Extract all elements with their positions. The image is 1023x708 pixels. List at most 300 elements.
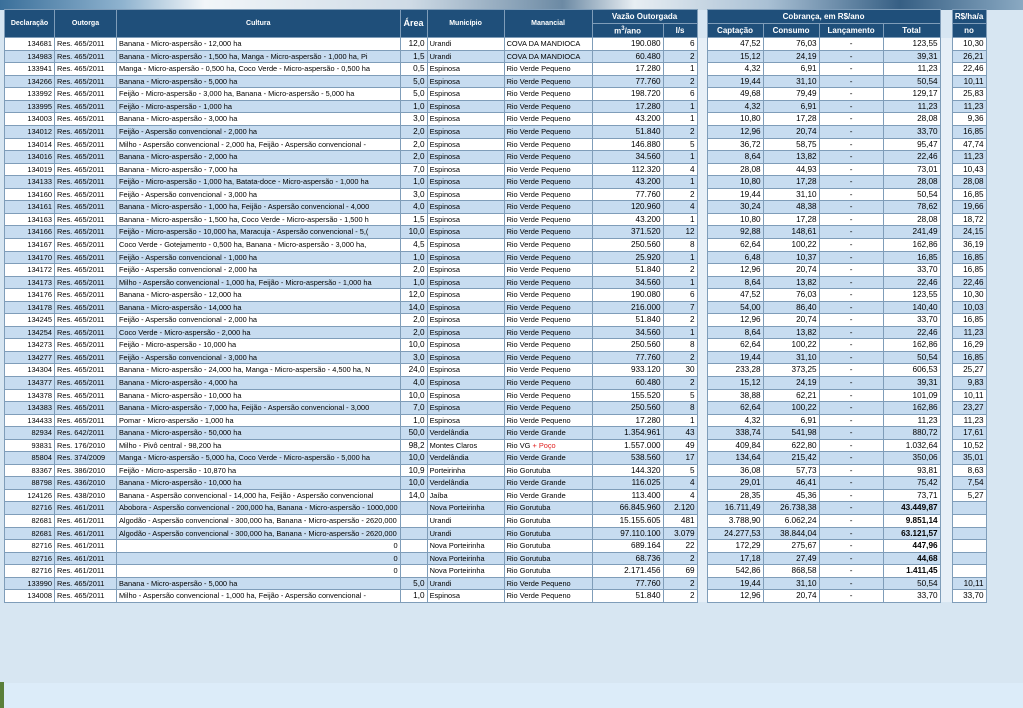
cell-cultura: Banana - Aspersão convencional - 14,000 ha, Feijão - Aspersão convencional xyxy=(117,489,401,502)
cell-lancamento: - xyxy=(819,552,883,565)
cell-consumo: 48,38 xyxy=(763,201,819,214)
cell-rsha: 8,63 xyxy=(952,464,986,477)
column-gap xyxy=(940,88,952,101)
column-gap xyxy=(940,63,952,76)
column-gap xyxy=(697,251,707,264)
cell-vazao-m3ano: 120.960 xyxy=(592,201,663,214)
cell-cultura: Banana - Micro-aspersão - 12,000 ha xyxy=(117,38,401,51)
cell-manancial xyxy=(504,439,592,452)
cell-consumo: 6,91 xyxy=(763,100,819,113)
cell-manancial: Rio Verde Pequeno xyxy=(504,113,592,126)
cell-area: 7,0 xyxy=(400,163,427,176)
table-row xyxy=(5,213,987,226)
cell-outorga: Res. 465/2011 xyxy=(55,389,117,402)
column-gap xyxy=(940,289,952,302)
cell-vazao-ls: 1 xyxy=(663,113,697,126)
cell-total: 73,01 xyxy=(883,163,940,176)
cell-captacao: 49,68 xyxy=(707,88,763,101)
cell-manancial: COVA DA MANDIOCA xyxy=(504,50,592,63)
cell-total: 606,53 xyxy=(883,364,940,377)
cell-area xyxy=(400,540,427,553)
cell-outorga: Res. 374/2009 xyxy=(55,452,117,465)
cell-rsha: 10,11 xyxy=(952,577,986,590)
cell-lancamento: - xyxy=(819,251,883,264)
column-gap xyxy=(940,464,952,477)
cell-vazao-m3ano: 60.480 xyxy=(592,376,663,389)
cell-total: 22,46 xyxy=(883,276,940,289)
cell-municipio: Espinosa xyxy=(427,201,504,214)
cell-total: 33,70 xyxy=(883,590,940,603)
cell-manancial: Rio Verde Pequeno xyxy=(504,289,592,302)
cell-vazao-ls: 8 xyxy=(663,238,697,251)
left-edge-strip xyxy=(0,682,4,708)
cell-lancamento: - xyxy=(819,351,883,364)
cell-vazao-ls: 8 xyxy=(663,402,697,415)
cell-declaracao: 134014 xyxy=(5,138,55,151)
cell-total: 39,31 xyxy=(883,376,940,389)
cell-captacao: 29,01 xyxy=(707,477,763,490)
cell-outorga: Res. 465/2011 xyxy=(55,414,117,427)
cell-declaracao: 134160 xyxy=(5,188,55,201)
cell-lancamento: - xyxy=(819,527,883,540)
cell-cultura: Banana - Micro-aspersão - 50,000 ha xyxy=(117,427,401,440)
cell-manancial: Rio Verde Pequeno xyxy=(504,351,592,364)
cell-outorga: Res. 465/2011 xyxy=(55,151,117,164)
cell-vazao-ls: 49 xyxy=(663,439,697,452)
cell-manancial: Rio Verde Grande xyxy=(504,427,592,440)
cell-vazao-m3ano: 113.400 xyxy=(592,489,663,502)
group-header-cobranca: Cobrança, em R$/ano xyxy=(707,10,940,24)
cell-cultura: Manga - Micro-aspersão - 0,500 ha, Coco Verde - Micro-aspersão - 0,500 ha xyxy=(117,63,401,76)
cell-consumo: 44,93 xyxy=(763,163,819,176)
cell-vazao-m3ano: 538.560 xyxy=(592,452,663,465)
column-gap xyxy=(940,138,952,151)
cell-outorga: Res. 465/2011 xyxy=(55,314,117,327)
column-gap xyxy=(697,452,707,465)
cell-outorga: Res. 465/2011 xyxy=(55,38,117,51)
cell-outorga: Res. 438/2010 xyxy=(55,489,117,502)
column-gap xyxy=(940,100,952,113)
cell-area: 1,0 xyxy=(400,414,427,427)
table-row xyxy=(5,226,987,239)
cell-consumo: 13,82 xyxy=(763,326,819,339)
cell-vazao-m3ano: 2.171.456 xyxy=(592,565,663,578)
cell-captacao: 8,64 xyxy=(707,326,763,339)
cell-municipio: Espinosa xyxy=(427,238,504,251)
cell-total: 28,08 xyxy=(883,176,940,189)
cell-consumo: 58,75 xyxy=(763,138,819,151)
cell-declaracao: 134378 xyxy=(5,389,55,402)
cell-manancial: Rio Verde Pequeno xyxy=(504,151,592,164)
cell-captacao: 6,48 xyxy=(707,251,763,264)
cell-vazao-ls: 5 xyxy=(663,138,697,151)
column-gap xyxy=(697,276,707,289)
cell-declaracao: 82716 xyxy=(5,552,55,565)
cell-area xyxy=(400,527,427,540)
cell-consumo: 541,98 xyxy=(763,427,819,440)
cell-area: 1,0 xyxy=(400,251,427,264)
table-row xyxy=(5,126,987,139)
cell-rsha: 16,85 xyxy=(952,188,986,201)
column-gap xyxy=(697,339,707,352)
column-gap xyxy=(697,201,707,214)
column-gap xyxy=(697,63,707,76)
cell-captacao: 19,44 xyxy=(707,75,763,88)
cell-rsha: 10,03 xyxy=(952,301,986,314)
cell-vazao-ls: 43 xyxy=(663,427,697,440)
cell-manancial: Rio Verde Pequeno xyxy=(504,201,592,214)
cell-lancamento: - xyxy=(819,414,883,427)
column-gap xyxy=(940,389,952,402)
cell-lancamento: - xyxy=(819,389,883,402)
cell-municipio: Espinosa xyxy=(427,226,504,239)
cell-cultura: Coco Verde - Micro-aspersão - 2,000 ha xyxy=(117,326,401,339)
cell-vazao-ls: 6 xyxy=(663,38,697,51)
cell-municipio: Verdelândia xyxy=(427,452,504,465)
cell-captacao: 54,00 xyxy=(707,301,763,314)
cell-total: 11,23 xyxy=(883,414,940,427)
cell-manancial: Rio Verde Pequeno xyxy=(504,100,592,113)
cell-declaracao: 85804 xyxy=(5,452,55,465)
table-row xyxy=(5,238,987,251)
cell-municipio: Urandi xyxy=(427,577,504,590)
cell-area: 12,0 xyxy=(400,289,427,302)
cell-area: 2,0 xyxy=(400,264,427,277)
table-row xyxy=(5,289,987,302)
column-gap xyxy=(697,176,707,189)
cell-municipio: Espinosa xyxy=(427,113,504,126)
cell-area: 10,9 xyxy=(400,464,427,477)
column-gap xyxy=(697,502,707,515)
cell-rsha: 24,15 xyxy=(952,226,986,239)
cell-rsha: 19,66 xyxy=(952,201,986,214)
column-gap xyxy=(697,351,707,364)
cell-vazao-ls: 1 xyxy=(663,100,697,113)
cell-vazao-ls: 4 xyxy=(663,163,697,176)
cell-lancamento: - xyxy=(819,314,883,327)
cell-rsha: 16,29 xyxy=(952,339,986,352)
column-gap xyxy=(697,590,707,603)
table-row xyxy=(5,188,987,201)
table-row xyxy=(5,477,987,490)
cell-captacao: 28,35 xyxy=(707,489,763,502)
cell-rsha: 16,85 xyxy=(952,251,986,264)
cell-captacao: 17,18 xyxy=(707,552,763,565)
cell-vazao-ls: 1 xyxy=(663,63,697,76)
column-gap xyxy=(940,502,952,515)
cell-lancamento: - xyxy=(819,439,883,452)
cell-cultura: Feijão - Micro-aspersão - 1,000 ha xyxy=(117,100,401,113)
col-header-rsha-bottom: no xyxy=(952,24,986,38)
table-row xyxy=(5,100,987,113)
cell-consumo: 76,03 xyxy=(763,289,819,302)
cell-municipio: Espinosa xyxy=(427,100,504,113)
cell-declaracao: 133941 xyxy=(5,63,55,76)
cell-cultura: Feijão - Aspersão convencional - 2,000 ha xyxy=(117,126,401,139)
cell-vazao-m3ano: 933.120 xyxy=(592,364,663,377)
cell-municipio: Nova Porteirinha xyxy=(427,502,504,515)
irrigation-charges-table xyxy=(4,9,987,603)
column-gap xyxy=(697,289,707,302)
cell-outorga: Res. 461/2011 xyxy=(55,540,117,553)
cell-lancamento: - xyxy=(819,38,883,51)
column-gap xyxy=(940,163,952,176)
table-row xyxy=(5,527,987,540)
cell-municipio: Urandi xyxy=(427,527,504,540)
column-gap xyxy=(940,540,952,553)
cell-consumo: 20,74 xyxy=(763,590,819,603)
cell-manancial: Rio Verde Pequeno xyxy=(504,176,592,189)
cell-area: 4,0 xyxy=(400,201,427,214)
cell-rsha: 17,61 xyxy=(952,427,986,440)
cell-vazao-m3ano: 17.280 xyxy=(592,414,663,427)
cell-cultura: Algodão - Aspersão convencional - 300,000 ha, Banana - Micro-aspersão - 2620,000 xyxy=(117,527,401,540)
column-gap xyxy=(940,264,952,277)
cell-vazao-ls: 2.120 xyxy=(663,502,697,515)
col-header-ls: l/s xyxy=(663,24,697,38)
cell-manancial: Rio Verde Pequeno xyxy=(504,376,592,389)
cell-lancamento: - xyxy=(819,477,883,490)
cell-declaracao: 134012 xyxy=(5,126,55,139)
cell-area xyxy=(400,514,427,527)
cell-declaracao: 134133 xyxy=(5,176,55,189)
table-row xyxy=(5,364,987,377)
cell-declaracao: 93831 xyxy=(5,439,55,452)
table-row xyxy=(5,464,987,477)
column-gap xyxy=(697,126,707,139)
cell-declaracao: 134983 xyxy=(5,50,55,63)
cell-cultura: Milho - Aspersão convencional - 2,000 ha, Feijão - Aspersão convencional - xyxy=(117,138,401,151)
cell-municipio: Espinosa xyxy=(427,351,504,364)
cell-rsha: 5,27 xyxy=(952,489,986,502)
cell-manancial: Rio Verde Grande xyxy=(504,489,592,502)
cell-area: 1,0 xyxy=(400,176,427,189)
cell-vazao-m3ano: 25.920 xyxy=(592,251,663,264)
table-row xyxy=(5,376,987,389)
cell-outorga: Res. 436/2010 xyxy=(55,477,117,490)
cell-vazao-m3ano: 17.280 xyxy=(592,100,663,113)
cell-declaracao: 134383 xyxy=(5,402,55,415)
cell-declaracao: 134161 xyxy=(5,201,55,214)
cell-rsha: 26,21 xyxy=(952,50,986,63)
cell-total: 28,08 xyxy=(883,113,940,126)
table-row xyxy=(5,351,987,364)
cell-vazao-m3ano: 51.840 xyxy=(592,590,663,603)
cell-total: 1.032,64 xyxy=(883,439,940,452)
column-gap xyxy=(697,427,707,440)
cell-vazao-ls: 2 xyxy=(663,590,697,603)
cell-consumo: 20,74 xyxy=(763,264,819,277)
cell-declaracao: 134273 xyxy=(5,339,55,352)
cell-outorga: Res. 465/2011 xyxy=(55,326,117,339)
cell-manancial: Rio Verde Pequeno xyxy=(504,590,592,603)
table-row xyxy=(5,38,987,51)
cell-rsha: 11,23 xyxy=(952,414,986,427)
cell-total: 39,31 xyxy=(883,50,940,63)
cell-rsha: 11,23 xyxy=(952,151,986,164)
cell-vazao-ls: 4 xyxy=(663,489,697,502)
cell-vazao-m3ano: 77.760 xyxy=(592,75,663,88)
cell-vazao-ls: 30 xyxy=(663,364,697,377)
column-gap xyxy=(940,489,952,502)
cell-manancial: Rio Gorutuba xyxy=(504,464,592,477)
cell-declaracao: 133992 xyxy=(5,88,55,101)
table-row xyxy=(5,113,987,126)
column-gap xyxy=(697,389,707,402)
table-row xyxy=(5,414,987,427)
cell-consumo: 20,74 xyxy=(763,314,819,327)
cell-rsha xyxy=(952,527,986,540)
cell-total: 162,86 xyxy=(883,402,940,415)
cell-declaracao: 134016 xyxy=(5,151,55,164)
cell-area: 10,0 xyxy=(400,452,427,465)
cell-consumo: 622,80 xyxy=(763,439,819,452)
cell-area: 14,0 xyxy=(400,301,427,314)
cell-rsha: 10,11 xyxy=(952,75,986,88)
cell-lancamento: - xyxy=(819,126,883,139)
cell-lancamento: - xyxy=(819,577,883,590)
cell-manancial: Rio Verde Pequeno xyxy=(504,339,592,352)
col-header-captacao: Captação xyxy=(707,24,763,38)
cell-captacao: 10,80 xyxy=(707,113,763,126)
column-gap xyxy=(697,577,707,590)
cell-captacao: 172,29 xyxy=(707,540,763,553)
cell-area: 50,0 xyxy=(400,427,427,440)
column-gap xyxy=(697,439,707,452)
cell-outorga: Res. 465/2011 xyxy=(55,113,117,126)
cell-cultura: Abobora - Aspersão convencional - 200,000 ha, Banana - Micro-aspersão - 1000,000 xyxy=(117,502,401,515)
cell-consumo: 31,10 xyxy=(763,188,819,201)
cell-cultura: Banana - Micro-aspersão - 4,000 ha xyxy=(117,376,401,389)
cell-manancial: Rio Verde Pequeno xyxy=(504,188,592,201)
cell-rsha: 25,83 xyxy=(952,88,986,101)
cell-cultura: Banana - Micro-aspersão - 24,000 ha, Manga - Micro-aspersão - 4,500 ha, N xyxy=(117,364,401,377)
cell-consumo: 76,03 xyxy=(763,38,819,51)
col-header-area: Área xyxy=(400,10,427,38)
cell-captacao: 19,44 xyxy=(707,188,763,201)
cell-consumo: 20,74 xyxy=(763,126,819,139)
cell-vazao-ls: 3.079 xyxy=(663,527,697,540)
cell-municipio: Espinosa xyxy=(427,326,504,339)
column-gap xyxy=(697,151,707,164)
cell-vazao-ls: 5 xyxy=(663,464,697,477)
cell-total: 1.411,45 xyxy=(883,565,940,578)
cell-area xyxy=(400,552,427,565)
cell-outorga: Res. 465/2011 xyxy=(55,163,117,176)
cell-vazao-m3ano: 60.480 xyxy=(592,50,663,63)
cell-municipio: Nova Porteirinha xyxy=(427,565,504,578)
cell-captacao: 36,72 xyxy=(707,138,763,151)
table-row xyxy=(5,163,987,176)
cell-area: 2,0 xyxy=(400,326,427,339)
column-gap xyxy=(697,38,707,51)
cell-rsha: 10,30 xyxy=(952,289,986,302)
cell-consumo: 26.738,38 xyxy=(763,502,819,515)
column-gap xyxy=(697,364,707,377)
cell-vazao-ls: 2 xyxy=(663,188,697,201)
cell-consumo: 148,61 xyxy=(763,226,819,239)
cell-declaracao: 134277 xyxy=(5,351,55,364)
cell-area: 7,0 xyxy=(400,402,427,415)
cell-municipio: Espinosa xyxy=(427,163,504,176)
cell-captacao: 134,64 xyxy=(707,452,763,465)
cell-cultura: Feijão - Micro-aspersão - 10,000 ha, Maracuja - Aspersão convencional - 5,( xyxy=(117,226,401,239)
cell-lancamento: - xyxy=(819,339,883,352)
cell-vazao-ls: 1 xyxy=(663,276,697,289)
cell-vazao-ls: 2 xyxy=(663,314,697,327)
table-row xyxy=(5,151,987,164)
cell-rsha: 22,46 xyxy=(952,63,986,76)
table-row xyxy=(5,439,987,452)
cell-area: 3,0 xyxy=(400,113,427,126)
cell-manancial: Rio Verde Pequeno xyxy=(504,314,592,327)
cell-captacao: 338,74 xyxy=(707,427,763,440)
table-row xyxy=(5,264,987,277)
cell-declaracao: 134167 xyxy=(5,238,55,251)
cell-area: 12,0 xyxy=(400,38,427,51)
cell-outorga: Res. 465/2011 xyxy=(55,50,117,63)
cell-total: 44,68 xyxy=(883,552,940,565)
cell-municipio: Espinosa xyxy=(427,276,504,289)
cell-cultura: Banana - Micro-aspersão - 2,000 ha xyxy=(117,151,401,164)
cell-total: 123,55 xyxy=(883,289,940,302)
cell-lancamento: - xyxy=(819,264,883,277)
cell-outorga: Res. 461/2011 xyxy=(55,565,117,578)
cell-manancial: Rio Verde Pequeno xyxy=(504,364,592,377)
cell-vazao-m3ano: 17.280 xyxy=(592,63,663,76)
cell-municipio: Verdelândia xyxy=(427,427,504,440)
cell-lancamento: - xyxy=(819,50,883,63)
cell-total: 129,17 xyxy=(883,88,940,101)
cell-declaracao: 82716 xyxy=(5,540,55,553)
cell-rsha: 33,70 xyxy=(952,590,986,603)
cell-area: 10,0 xyxy=(400,339,427,352)
column-gap xyxy=(697,326,707,339)
cell-vazao-m3ano: 34.560 xyxy=(592,151,663,164)
cell-cultura: Banana - Micro-aspersão - 1,000 ha, Feijão - Aspersão convencional - 4,000 xyxy=(117,201,401,214)
cell-municipio: Espinosa xyxy=(427,126,504,139)
cell-vazao-ls: 2 xyxy=(663,50,697,63)
cell-lancamento: - xyxy=(819,276,883,289)
cell-consumo: 31,10 xyxy=(763,75,819,88)
cell-lancamento: - xyxy=(819,427,883,440)
column-gap xyxy=(940,477,952,490)
cell-municipio: Urandi xyxy=(427,50,504,63)
cell-cultura: Banana - Micro-aspersão - 1,500 ha, Coco Verde - Micro-aspersão - 1,500 h xyxy=(117,213,401,226)
cell-vazao-m3ano: 155.520 xyxy=(592,389,663,402)
cell-captacao: 24.277,53 xyxy=(707,527,763,540)
cell-total: 241,49 xyxy=(883,226,940,239)
cell-total: 350,06 xyxy=(883,452,940,465)
cell-rsha: 23,27 xyxy=(952,402,986,415)
cell-total: 16,85 xyxy=(883,251,940,264)
cell-vazao-ls: 2 xyxy=(663,351,697,364)
cell-consumo: 868,58 xyxy=(763,565,819,578)
cell-municipio: Espinosa xyxy=(427,289,504,302)
cell-rsha xyxy=(952,514,986,527)
cell-captacao: 15,12 xyxy=(707,376,763,389)
cell-captacao: 8,64 xyxy=(707,151,763,164)
cell-cultura: Manga - Micro-aspersão - 5,000 ha, Coco Verde - Micro-aspersão - 5,000 ha xyxy=(117,452,401,465)
cell-vazao-m3ano: 43.200 xyxy=(592,213,663,226)
cell-lancamento: - xyxy=(819,113,883,126)
cell-consumo: 24,19 xyxy=(763,50,819,63)
cell-vazao-m3ano: 689.164 xyxy=(592,540,663,553)
cell-area xyxy=(400,565,427,578)
cell-vazao-m3ano: 116.025 xyxy=(592,477,663,490)
cell-captacao: 542,86 xyxy=(707,565,763,578)
column-gap xyxy=(940,376,952,389)
